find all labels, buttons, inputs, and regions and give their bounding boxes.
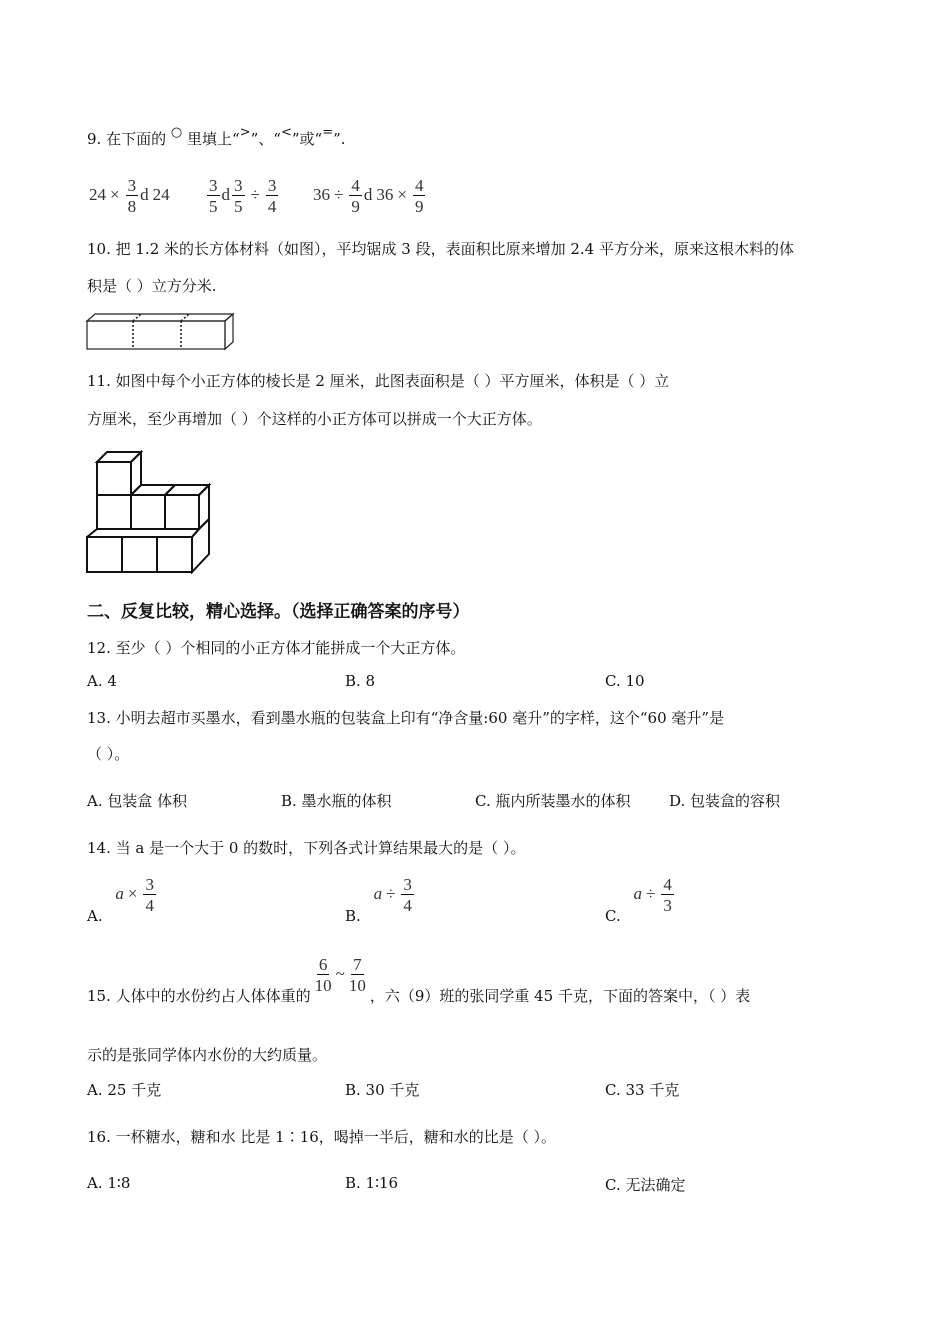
fraction: $\frac{3}{5}$ <box>234 176 243 216</box>
times-operator: × <box>397 184 407 204</box>
q10-line-2: 积是（ ）立方分米. <box>87 277 217 295</box>
q9-instruction <box>87 125 346 149</box>
q13-option-c[interactable]: C. 瓶内所装墨水的体积 <box>475 792 631 810</box>
tilde-symbol: ~ <box>335 963 345 983</box>
q15-option-c[interactable]: C. 33 千克 <box>605 1081 680 1099</box>
q12-stem: 12. 至少（ ）个相同的小正方体才能拼成一个大正方体。 <box>87 639 466 657</box>
q15-option-b[interactable]: B. 30 千克 <box>345 1081 420 1099</box>
times-operator: × <box>127 883 138 903</box>
q9-expression-3 <box>313 177 427 215</box>
less-than-symbol: < <box>280 125 292 140</box>
fraction: $\frac{6}{10}$ <box>314 955 332 995</box>
q9-text-d: ”或“ <box>291 130 323 148</box>
q11-line-2: 方厘米，至少再增加（ ）个这样的小正方体可以拼成一个大正方体。 <box>87 410 542 428</box>
section-2-heading: 二、反复比较，精心选择。（选择正确答案的序号） <box>87 602 470 622</box>
fraction: $\frac{7}{10}$ <box>348 955 366 995</box>
q13-line-1: 13. 小明去超市买墨水，看到墨水瓶的包装盒上印有“净含量:60 毫升”的字样，这个“60 毫升”是 <box>87 709 725 727</box>
q14-option-b[interactable] <box>345 872 416 925</box>
fraction: $\frac{3}{4}$ <box>145 875 154 915</box>
q16-stem: 16. 一杯糖水，糖和水 比是 1∶16，喝掉一半后，糖和水的比是（ ）。 <box>87 1128 557 1146</box>
fraction: $\frac{3}{4}$ <box>403 875 412 915</box>
greater-than-symbol: > <box>239 125 251 140</box>
q13-option-a[interactable]: A. 包装盒 体积 <box>87 792 188 810</box>
q14-option-c[interactable] <box>605 872 676 925</box>
expr-number: 36 <box>313 184 330 204</box>
q12-option-a[interactable]: A. 4 <box>87 672 117 690</box>
fraction: $\frac{4}{9}$ <box>414 176 424 216</box>
comparison-blank[interactable]: d <box>140 184 149 204</box>
option-label: B. <box>345 906 361 925</box>
divide-operator: ÷ <box>646 883 656 903</box>
q15-prefix: 15. 人体中的水份约占人体体重的 <box>87 986 311 1005</box>
q16-option-a[interactable]: A. 1∶8 <box>87 1174 131 1192</box>
cube-stack-figure <box>85 448 217 576</box>
q15-option-a[interactable]: A. 25 千克 <box>87 1081 162 1099</box>
q14-stem: 14. 当 a 是一个大于 0 的数时，下列各式计算结果最大的是（ ）。 <box>87 839 526 857</box>
expr-number: 24 <box>152 184 170 204</box>
fraction: $\frac{4}{3}$ <box>663 875 672 915</box>
q12-option-b[interactable]: B. 8 <box>345 672 376 690</box>
q13-line-2: （ ）。 <box>87 745 130 763</box>
fraction: $\frac{4}{9}$ <box>351 176 360 216</box>
fraction: $\frac{3}{8}$ <box>127 176 137 216</box>
q16-option-b[interactable]: B. 1∶16 <box>345 1174 399 1192</box>
wood-bar-figure <box>85 312 237 352</box>
comparison-blank[interactable]: d <box>363 184 373 204</box>
variable-a: a <box>115 883 124 903</box>
variable-a: a <box>373 883 383 903</box>
q12-option-c[interactable]: C. 10 <box>605 672 645 690</box>
option-label: A. <box>87 906 103 925</box>
q13-option-b[interactable]: B. 墨水瓶的体积 <box>281 792 392 810</box>
option-label: C. <box>605 906 621 925</box>
q15-suffix: ，六（9）班的张同学重 45 千克，下面的答案中，（ ）表 <box>369 986 751 1005</box>
circle-symbol: ○ <box>170 125 183 140</box>
q9-text-b: 里填上“ <box>187 130 240 148</box>
divide-operator: ÷ <box>334 184 344 204</box>
comparison-blank[interactable]: d <box>221 184 230 204</box>
divide-operator: ÷ <box>386 883 396 903</box>
q13-option-d[interactable]: D. 包装盒的容积 <box>669 792 781 810</box>
q14-option-a[interactable] <box>87 872 158 925</box>
times-operator: × <box>110 184 120 204</box>
q9-text-a: 在下面的 <box>106 130 167 148</box>
q9-expression-1 <box>89 177 170 215</box>
q9-expression-2 <box>205 177 280 215</box>
fraction: $\frac{3}{5}$ <box>209 176 218 216</box>
divide-operator: ÷ <box>250 184 260 204</box>
q9-number: 9. <box>87 130 102 148</box>
q16-option-c[interactable]: C. 无法确定 <box>605 1176 686 1194</box>
q15-fraction-range <box>311 955 370 995</box>
equals-symbol: = <box>322 125 334 140</box>
expr-number: 24 <box>89 184 106 204</box>
q15-line-2: 示的是张同学体内水份的大约质量。 <box>87 1046 328 1064</box>
expr-number: 36 <box>376 184 394 204</box>
q15-line-1 <box>87 955 751 1005</box>
q11-line-1: 11. 如图中每个小正方体的棱长是 2 厘米，此图表面积是（ ）平方厘米，体积是（ ）立 <box>87 372 670 390</box>
q10-line-1: 10. 把 1.2 米的长方体材料（如图），平均锯成 3 段，表面积比原来增加 2.4 平方分米，原来这根木料的体 <box>87 240 794 258</box>
q9-text-c: ”、“ <box>250 130 281 148</box>
q9-text-e: ”. <box>333 130 346 148</box>
variable-a: a <box>633 883 642 903</box>
fraction: $\frac{3}{4}$ <box>267 176 277 216</box>
